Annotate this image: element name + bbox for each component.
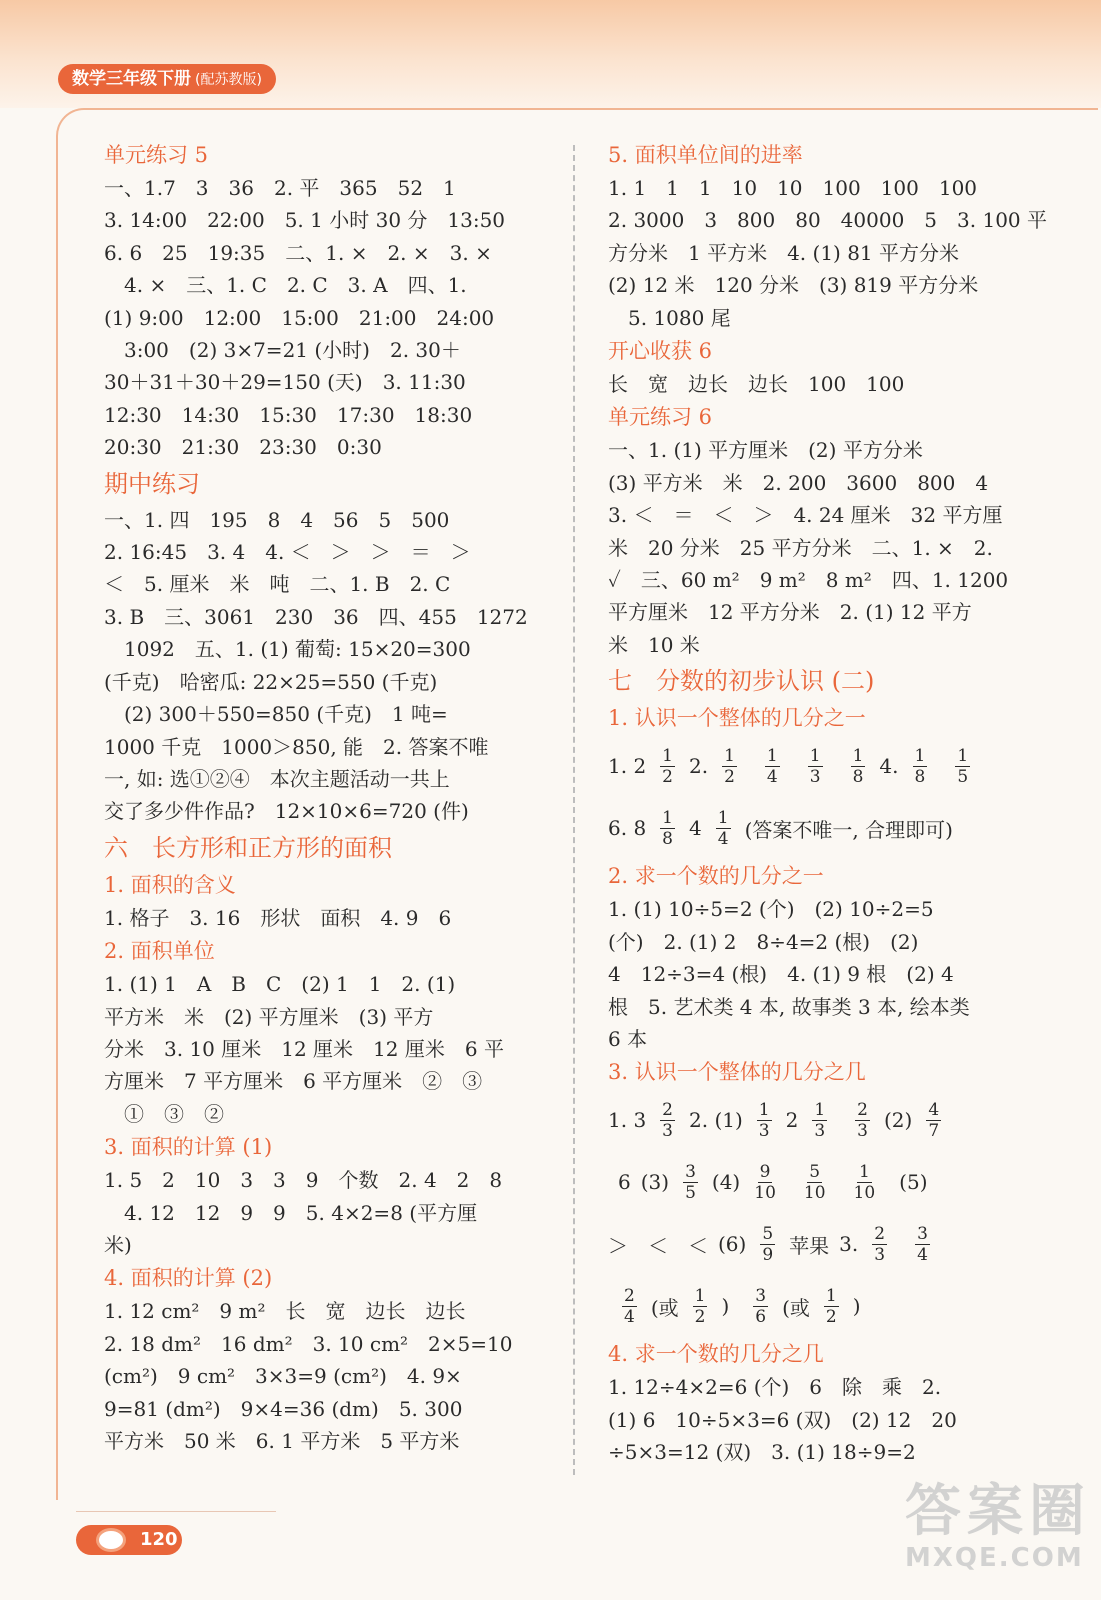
answer-line: 6 本 bbox=[608, 1026, 648, 1051]
denominator: 4 bbox=[717, 828, 729, 849]
denominator: 4 bbox=[624, 1306, 635, 1327]
answer-line: 平方厘米 12 平方分米 2. (1) 12 平方 bbox=[608, 600, 972, 625]
denominator: 5 bbox=[685, 1182, 696, 1203]
page-number: 120 bbox=[140, 1529, 178, 1550]
book-edition: (配苏教版) bbox=[195, 72, 262, 88]
fraction bbox=[854, 1162, 876, 1203]
heading-unit6: 单元练习 6 bbox=[608, 405, 713, 430]
fraction bbox=[760, 1224, 775, 1265]
heading-section-1: 1. 面积的含义 bbox=[104, 872, 236, 897]
answer-text: 苹果 bbox=[789, 1233, 830, 1258]
answer-line: 12:30 14:30 15:30 17:30 18:30 bbox=[104, 402, 473, 427]
answer-line: (千克) 哈密瓜: 22×25=550 (千克) bbox=[104, 669, 438, 694]
fraction bbox=[683, 1162, 698, 1203]
section-2-answers bbox=[104, 968, 544, 1130]
answer-line: 1. 5 2 10 3 3 9 个数 2. 4 2 8 bbox=[104, 1168, 503, 1193]
heading-section-3: 3. 面积的计算 (1) bbox=[104, 1135, 273, 1160]
answer-line: ＜ 5. 厘米 米 吨 二、1. B 2. C bbox=[104, 572, 451, 597]
answer-line: 2. 16:45 3. 4 4. ＜ ＞ ＞ ＝ ＞ bbox=[104, 540, 471, 565]
fraction bbox=[754, 1162, 776, 1203]
answer-line: 长 宽 边长 边长 100 100 bbox=[608, 372, 905, 397]
fraction bbox=[913, 746, 928, 787]
fraction bbox=[872, 1224, 887, 1265]
numerator: 1 bbox=[724, 745, 735, 766]
heading-unit5: 单元练习 5 bbox=[104, 143, 209, 167]
answer-line: 30＋31＋30＋29=150 (天) 3. 11:30 bbox=[104, 370, 466, 395]
heading-midterm: 期中练习 bbox=[104, 469, 200, 498]
denominator: 8 bbox=[852, 766, 864, 787]
numerator: 3 bbox=[685, 1161, 696, 1182]
heading-chapter7: 七 分数的初步认识 (二) bbox=[608, 667, 875, 696]
numerator: 3 bbox=[755, 1285, 767, 1306]
answer-text: 6. 8 bbox=[608, 816, 647, 841]
numerator: 1 bbox=[717, 807, 729, 828]
heading-section-4: 4. 面积的计算 (2) bbox=[104, 1266, 273, 1291]
numerator: 1 bbox=[957, 745, 969, 766]
unit5-answers bbox=[104, 172, 544, 464]
answer-text: (4) bbox=[711, 1170, 741, 1195]
answer-line: 3. 14:00 22:00 5. 1 小时 30 分 13:50 bbox=[104, 208, 506, 233]
answer-text: 3. bbox=[839, 1232, 859, 1257]
fraction bbox=[622, 1286, 637, 1327]
answer-line: (个) 2. (1) 2 8÷4=2 (根) (2) bbox=[608, 929, 919, 954]
watermark-url: MXQE.COM bbox=[905, 1543, 1084, 1573]
denominator: 5 bbox=[957, 766, 969, 787]
answer-line: 方厘米 7 平方厘米 6 平方厘米 ② ③ bbox=[104, 1069, 483, 1094]
answer-line: 4. 12 12 9 9 5. 4×2=8 (平方厘 bbox=[104, 1200, 478, 1225]
denominator: 8 bbox=[662, 828, 673, 849]
answer-text: (或 bbox=[650, 1295, 679, 1320]
answer-text: ) bbox=[721, 1294, 730, 1319]
fraction-answer-line bbox=[608, 1151, 1048, 1213]
fraction-answer-line bbox=[608, 1275, 1048, 1337]
answer-text: (5) bbox=[899, 1170, 928, 1195]
heading-section-5: 5. 面积单位间的进率 bbox=[608, 143, 803, 167]
denominator: 2 bbox=[724, 766, 735, 787]
denominator: 2 bbox=[662, 766, 673, 787]
answer-line: ① ③ ② bbox=[104, 1101, 224, 1126]
denominator: 7 bbox=[928, 1120, 940, 1141]
fraction bbox=[693, 1286, 708, 1327]
answer-line: 3. B 三、3061 230 36 四、455 1272 bbox=[104, 604, 528, 629]
footer-rule bbox=[76, 1511, 276, 1512]
fraction-answer-line bbox=[608, 1089, 1048, 1151]
denominator: 8 bbox=[914, 766, 926, 787]
section-4-answers bbox=[104, 1295, 544, 1457]
numerator: 1 bbox=[758, 1099, 770, 1120]
answer-line: 根 5. 艺术类 4 本, 故事类 3 本, 绘本类 bbox=[608, 994, 970, 1019]
answer-line: 交了多少件作品? 12×10×6=720 (件) bbox=[104, 799, 469, 824]
answer-line: ÷5×3=12 (双) 3. (1) 18÷9=2 bbox=[608, 1440, 916, 1465]
heading-happy-harvest-6: 开心收获 6 bbox=[608, 339, 713, 364]
numerator: 1 bbox=[914, 745, 926, 766]
fraction bbox=[757, 1100, 772, 1141]
ring-icon bbox=[96, 1528, 126, 1552]
denominator: 2 bbox=[694, 1306, 706, 1327]
answer-line: 一、1.7 3 36 2. 平 365 52 1 bbox=[104, 176, 456, 200]
column-divider bbox=[573, 145, 575, 1475]
answer-line: 1. 12÷4×2=6 (个) 6 除 乘 2. bbox=[608, 1375, 942, 1400]
answer-line: 5. 1080 尾 bbox=[608, 305, 731, 330]
answer-line: 2. 3000 3 800 80 40000 5 3. 100 平 bbox=[608, 208, 1048, 233]
answer-line: 3:00 (2) 3×7=21 (小时) 2. 30＋ bbox=[104, 338, 461, 363]
denominator: 3 bbox=[814, 1120, 826, 1141]
denominator: 3 bbox=[758, 1120, 770, 1141]
denominator: 2 bbox=[825, 1306, 837, 1327]
watermark-text: 答案圈 bbox=[905, 1479, 1091, 1544]
answer-text: (3) bbox=[640, 1170, 670, 1195]
denominator: 4 bbox=[917, 1244, 928, 1265]
numerator: 1 bbox=[766, 745, 778, 766]
answer-line: 2. 18 dm² 16 dm² 3. 10 cm² 2×5=10 bbox=[104, 1331, 513, 1356]
denominator: 6 bbox=[755, 1306, 767, 1327]
answer-line: 1. 12 cm² 9 m² 长 宽 边长 边长 bbox=[104, 1299, 466, 1324]
answer-line: 方分米 1 平方米 4. (1) 81 平方分米 bbox=[608, 240, 960, 265]
answer-line: 一, 如: 选①②④ 本次主题活动一共上 bbox=[104, 766, 450, 791]
answer-line: 米 10 米 bbox=[608, 632, 700, 657]
numerator: 1 bbox=[809, 745, 821, 766]
answer-line: (1) 9:00 12:00 15:00 21:00 24:00 bbox=[104, 305, 495, 330]
book-title: 数学三年级下册 bbox=[72, 69, 191, 89]
fraction-answer-line bbox=[608, 735, 1048, 797]
answer-text: 2. (1) bbox=[689, 1108, 743, 1133]
left-column bbox=[104, 138, 544, 1457]
numerator: 1 bbox=[662, 745, 673, 766]
heading-section-2: 2. 面积单位 bbox=[104, 939, 215, 964]
denominator: 3 bbox=[874, 1244, 886, 1265]
unit6-answers bbox=[608, 434, 1048, 661]
numerator: 1 bbox=[662, 807, 673, 828]
answer-line: 1. (1) 10÷5=2 (个) (2) 10÷2=5 bbox=[608, 897, 934, 922]
fraction bbox=[660, 746, 675, 787]
answer-line: 1. (1) 1 A B C (2) 1 1 2. (1) bbox=[104, 972, 456, 997]
answer-line: 4 12÷3=4 (根) 4. (1) 9 根 (2) 4 bbox=[608, 962, 954, 987]
denominator: 10 bbox=[803, 1182, 826, 1203]
answer-text: 1. 2 bbox=[608, 754, 647, 779]
answer-line: (1) 6 10÷5×3=6 (双) (2) 12 20 bbox=[608, 1407, 957, 1432]
answer-line: 一、1. 四 195 8 4 56 5 500 bbox=[104, 507, 450, 532]
denominator: 3 bbox=[857, 1120, 868, 1141]
answer-text: 4. bbox=[879, 754, 899, 779]
answer-line: 1092 五、1. (1) 葡萄: 15×20=300 bbox=[104, 637, 471, 662]
fraction-answer-line bbox=[608, 797, 1048, 859]
answer-text: (2) bbox=[884, 1108, 913, 1133]
numerator: 1 bbox=[852, 745, 864, 766]
answer-line: 1000 千克 1000＞850, 能 2. 答案不唯 bbox=[104, 734, 489, 759]
numerator: 1 bbox=[694, 1285, 706, 1306]
heading-r-section-4: 4. 求一个数的几分之几 bbox=[608, 1342, 824, 1367]
watermark-logo bbox=[905, 1480, 1091, 1572]
numerator: 2 bbox=[662, 1099, 673, 1120]
numerator: 9 bbox=[759, 1161, 771, 1182]
answer-line: 一、1. (1) 平方厘米 (2) 平方分米 bbox=[608, 438, 923, 463]
answer-text: (6) bbox=[718, 1232, 747, 1257]
fraction bbox=[851, 746, 866, 787]
numerator: 1 bbox=[814, 1099, 826, 1120]
denominator: 3 bbox=[662, 1120, 673, 1141]
numerator: 5 bbox=[762, 1223, 774, 1244]
r-section-4-answers bbox=[608, 1371, 1048, 1468]
numerator: 2 bbox=[857, 1099, 868, 1120]
answer-line: (2) 12 米 120 分米 (3) 819 平方分米 bbox=[608, 273, 979, 298]
answer-line: 9=81 (dm²) 9×4=36 (dm) 5. 300 bbox=[104, 1396, 463, 1421]
heading-chapter6: 六 长方形和正方形的面积 bbox=[104, 833, 392, 862]
answer-line: 1. 格子 3. 16 形状 面积 4. 9 6 bbox=[104, 905, 452, 930]
midterm-answers bbox=[104, 504, 544, 828]
denominator: 4 bbox=[766, 766, 778, 787]
answer-text: ＞ ＜ ＜ bbox=[608, 1233, 708, 1258]
heading-r-section-2: 2. 求一个数的几分之一 bbox=[608, 864, 824, 889]
answer-line: 6. 6 25 19:35 二、1. × 2. × 3. × bbox=[104, 240, 492, 265]
answer-text: 6 bbox=[618, 1170, 631, 1195]
book-title-badge bbox=[58, 64, 276, 94]
fraction-answer-line bbox=[608, 1213, 1048, 1275]
fraction bbox=[812, 1100, 827, 1141]
right-column bbox=[608, 138, 1048, 1469]
answer-text: 2. bbox=[689, 754, 709, 779]
answer-text: 1. 3 bbox=[608, 1108, 647, 1133]
fraction bbox=[753, 1286, 768, 1327]
answer-text: ) bbox=[852, 1294, 861, 1319]
fraction bbox=[660, 808, 675, 849]
answer-line: 米 20 分米 25 平方分米 二、1. × 2. bbox=[608, 535, 993, 560]
fraction bbox=[915, 1224, 930, 1265]
answer-line: 20:30 21:30 23:30 0:30 bbox=[104, 435, 382, 460]
heading-r-section-3: 3. 认识一个整体的几分之几 bbox=[608, 1060, 866, 1085]
fraction bbox=[765, 746, 780, 787]
fraction bbox=[660, 1100, 675, 1141]
fraction bbox=[855, 1100, 870, 1141]
answer-line: (3) 平方米 米 2. 200 3600 800 4 bbox=[608, 470, 989, 495]
answer-line: 平方米 50 米 6. 1 平方米 5 平方米 bbox=[104, 1429, 460, 1453]
answer-line: (2) 300＋550=850 (千克) 1 吨= bbox=[104, 702, 448, 727]
answer-line: ✓ 三、60 m² 9 m² 8 m² 四、1. 1200 bbox=[608, 568, 1009, 593]
numerator: 4 bbox=[928, 1099, 940, 1120]
r-section-2-answers bbox=[608, 893, 1048, 1055]
section-5-answers bbox=[608, 172, 1048, 334]
heading-r-section-1: 1. 认识一个整体的几分之一 bbox=[608, 706, 866, 731]
fraction bbox=[824, 1286, 839, 1327]
answer-text: (或 bbox=[782, 1295, 810, 1320]
section-3-answers bbox=[104, 1164, 544, 1261]
answer-line: 3. ＜ ＝ ＜ ＞ 4. 24 厘米 32 平方厘 bbox=[608, 503, 1003, 528]
fraction bbox=[804, 1162, 826, 1203]
fraction bbox=[926, 1100, 941, 1141]
answer-line: (cm²) 9 cm² 3×3=9 (cm²) 4. 9× bbox=[104, 1364, 462, 1389]
denominator: 10 bbox=[853, 1182, 876, 1203]
answer-line: 4. × 三、1. C 2. C 3. A 四、1. bbox=[104, 273, 467, 298]
denominator: 9 bbox=[762, 1244, 774, 1265]
answer-line: 米) bbox=[104, 1232, 132, 1257]
numerator: 3 bbox=[917, 1223, 928, 1244]
answer-text: (答案不唯一, 合理即可) bbox=[744, 817, 953, 842]
fraction bbox=[955, 746, 970, 787]
answer-line: 1. 1 1 1 10 10 100 100 100 bbox=[608, 176, 978, 200]
answer-line: 平方米 米 (2) 平方厘米 (3) 平方 bbox=[104, 1004, 434, 1029]
numerator: 5 bbox=[809, 1161, 821, 1182]
numerator: 1 bbox=[825, 1285, 837, 1306]
denominator: 10 bbox=[754, 1182, 776, 1203]
numerator: 2 bbox=[624, 1285, 635, 1306]
numerator: 2 bbox=[874, 1223, 886, 1244]
fraction bbox=[808, 746, 823, 787]
answer-text: 4 bbox=[689, 816, 702, 841]
numerator: 1 bbox=[858, 1161, 870, 1182]
fraction bbox=[716, 808, 731, 849]
fraction bbox=[722, 746, 737, 787]
answer-line: 分米 3. 10 厘米 12 厘米 12 厘米 6 平 bbox=[104, 1036, 504, 1061]
answer-text: 2 bbox=[785, 1108, 799, 1133]
denominator: 3 bbox=[809, 766, 821, 787]
